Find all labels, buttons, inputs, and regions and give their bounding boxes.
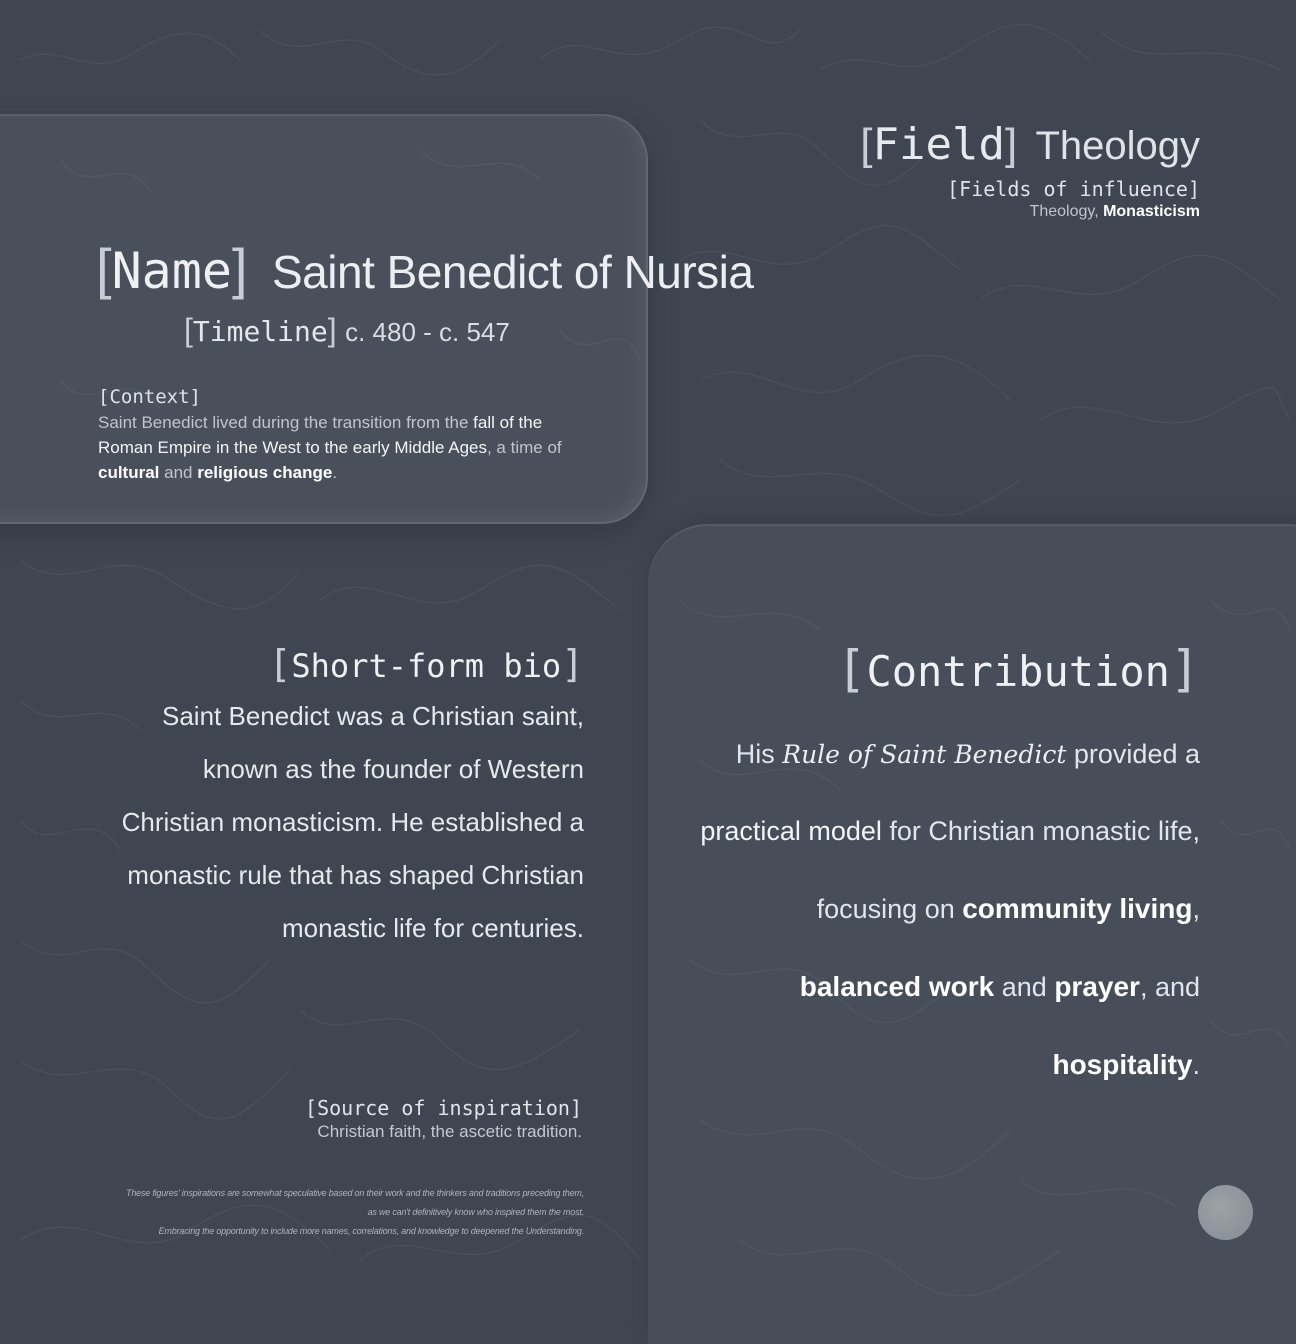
decorative-circle — [1198, 1185, 1253, 1240]
context-text: Saint Benedict lived during the transition from the fall of the Roman Empire in the West to the early Middle Ages, a time of cultural and religious change. — [98, 413, 562, 482]
disclaimer-line-1: These figures' inspirations are somewhat speculative based on their work and the thinkers and traditions preceding them, as we can't definitively know who inspired them the most. — [126, 1188, 584, 1217]
disclaimer — [120, 1184, 584, 1241]
fields-of-influence-values: Theology, Monasticism — [1029, 203, 1200, 220]
context-section — [98, 386, 588, 485]
field-label: Field — [872, 119, 1005, 170]
timeline-line: [Timeline] c. 480 - c. 547 — [184, 312, 510, 348]
short-bio-text: Saint Benedict was a Christian saint, known as the founder of Western Christian monasticism. He established a monastic rule that has shaped Christian monastic life for centuries. — [121, 701, 584, 943]
source-text: Christian faith, the ascetic tradition. — [317, 1122, 582, 1141]
contribution-label: [Contribution] — [836, 640, 1200, 698]
field-value: Theology — [1035, 124, 1200, 168]
timeline-label: Timeline — [192, 315, 328, 348]
short-bio-label: [Short-form bio] — [268, 642, 584, 686]
name-label: Name — [111, 242, 232, 300]
field-section — [600, 116, 1200, 221]
source-section — [220, 1096, 582, 1142]
short-bio-section — [110, 642, 584, 955]
field-line: [Field] Theology — [860, 119, 1200, 170]
contribution-text: His Rule of Saint Benedict provided a practical model for Christian monastic life, focusing on community living, balanced work and prayer, and hospitality. — [700, 739, 1200, 1080]
context-label: [Context] — [98, 386, 201, 408]
disclaimer-line-2: Embracing the opportunity to include more names, correlations, and knowledge to deepened the Understanding. — [158, 1226, 584, 1236]
contribution-section — [700, 640, 1200, 1104]
name-value: Saint Benedict of Nursia — [272, 246, 754, 298]
fields-of-influence-label: [Fields of influence] — [947, 177, 1200, 201]
name-line: [Name] Saint Benedict of Nursia — [96, 237, 754, 300]
timeline-value: c. 480 - c. 547 — [345, 317, 510, 347]
source-label: [Source of inspiration] — [305, 1096, 582, 1120]
rule-title: Rule of Saint Benedict — [782, 740, 1067, 769]
